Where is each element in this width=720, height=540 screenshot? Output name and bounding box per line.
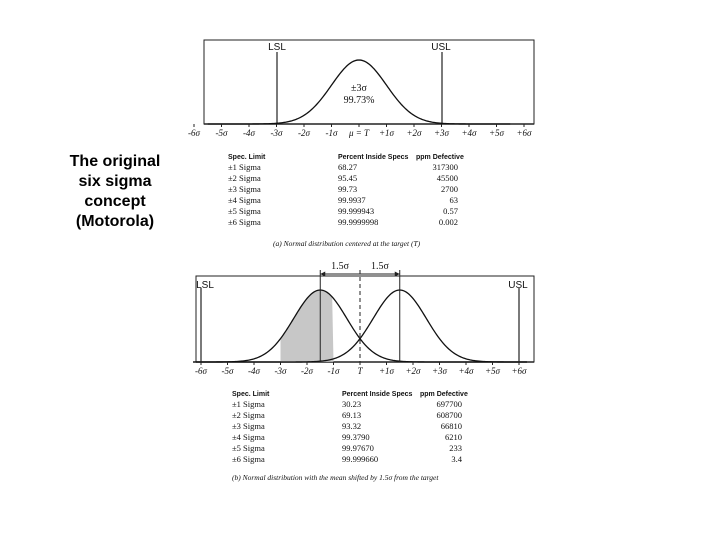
- axis-tick-label: +3σ: [431, 366, 448, 376]
- figure-a-center-percent: 99.73%: [343, 95, 375, 106]
- table-cell: 45500: [436, 173, 458, 183]
- table-cell: 68.27: [338, 162, 358, 172]
- table-cell: 99.999660: [342, 454, 379, 464]
- axis-tick-label: -3σ: [274, 366, 287, 376]
- figure-a-table: [228, 154, 464, 227]
- axis-tick-label: -1σ: [325, 128, 338, 138]
- figure-a-center-label: ±3σ: [351, 83, 367, 94]
- axis-tick-label: +4σ: [458, 366, 474, 376]
- axis-tick-label: -6σ: [195, 366, 207, 376]
- axis-tick-label: +5σ: [484, 366, 501, 376]
- table-cell: 0.002: [438, 217, 458, 227]
- axis-tick-label: +3σ: [433, 128, 450, 138]
- table-cell: 99.97670: [342, 443, 374, 453]
- axis-tick-label: +5σ: [488, 128, 505, 138]
- table-header: Spec. Limit: [232, 391, 270, 398]
- table-cell: 95.45: [338, 173, 358, 183]
- table-cell: 0.57: [443, 206, 458, 216]
- table-header: Percent Inside Specs: [342, 391, 413, 398]
- table-cell: 6210: [445, 432, 462, 442]
- figure-a-usl-label: USL: [431, 42, 451, 53]
- figure-b-usl-label: USL: [508, 280, 528, 291]
- table-cell: ±5 Sigma: [228, 206, 261, 216]
- axis-tick-label: +1σ: [378, 366, 395, 376]
- table-cell: ±2 Sigma: [228, 173, 261, 183]
- table-header: Spec. Limit: [228, 154, 266, 161]
- table-cell: 697700: [436, 399, 462, 409]
- table-header: Percent Inside Specs: [338, 154, 409, 161]
- table-cell: ±5 Sigma: [232, 443, 265, 453]
- figure-a-caption: (a) Normal distribution centered at the target (T): [273, 239, 421, 248]
- axis-tick-label: -2σ: [298, 128, 310, 138]
- axis-tick-label: +6σ: [516, 128, 532, 138]
- table-cell: 608700: [436, 410, 462, 420]
- table-cell: 99.9999998: [338, 217, 379, 227]
- axis-tick-label: -2σ: [301, 366, 313, 376]
- figure-a-frame: [204, 40, 534, 124]
- axis-tick-label: T: [357, 366, 363, 376]
- table-cell: 66810: [440, 421, 462, 431]
- table-cell: 30.23: [342, 399, 362, 409]
- figure-b-shift-right-label: 1.5σ: [370, 261, 389, 272]
- axis-tick-label: -6σ: [188, 128, 200, 138]
- table-cell: 317300: [432, 162, 458, 172]
- table-cell: ±1 Sigma: [228, 162, 261, 172]
- axis-tick-label: -5σ: [215, 128, 228, 138]
- axis-tick-label: +2σ: [405, 366, 421, 376]
- axis-tick-label: -4σ: [243, 128, 255, 138]
- axis-tick-label: +4σ: [461, 128, 477, 138]
- axis-tick-label: +6σ: [511, 366, 527, 376]
- axis-tick-label: -1σ: [327, 366, 340, 376]
- table-header: ppm Defective: [416, 154, 464, 161]
- table-cell: ±4 Sigma: [232, 432, 265, 442]
- figure-a-lsl-label: LSL: [268, 42, 286, 53]
- table-cell: 69.13: [342, 410, 362, 420]
- table-cell: ±3 Sigma: [232, 421, 265, 431]
- figure-a-axis-ticks: [188, 124, 532, 138]
- table-cell: 3.4: [451, 454, 462, 464]
- table-cell: 99.9937: [338, 195, 366, 205]
- table-cell: ±6 Sigma: [232, 454, 265, 464]
- table-cell: ±2 Sigma: [232, 410, 265, 420]
- figure-b-caption: (b) Normal distribution with the mean shifted by 1.5σ from the target: [232, 473, 439, 482]
- table-cell: 93.32: [342, 421, 362, 431]
- table-cell: ±3 Sigma: [228, 184, 261, 194]
- table-cell: 99.73: [338, 184, 358, 194]
- table-cell: 99.999943: [338, 206, 375, 216]
- axis-tick-label: -3σ: [270, 128, 283, 138]
- side-title-line: The original: [69, 153, 161, 170]
- table-cell: 2700: [441, 184, 458, 194]
- figure-b-shift-left-label: 1.5σ: [331, 261, 350, 272]
- figure-b-lsl-label: LSL: [196, 280, 214, 291]
- figure-a: [188, 40, 534, 248]
- figure-b-table: [232, 391, 468, 464]
- table-cell: ±6 Sigma: [228, 217, 261, 227]
- axis-tick-label: +1σ: [378, 128, 395, 138]
- table-cell: ±1 Sigma: [232, 399, 265, 409]
- table-header: ppm Defective: [420, 391, 468, 398]
- table-cell: ±4 Sigma: [228, 195, 261, 205]
- axis-tick-label: +2σ: [406, 128, 422, 138]
- axis-tick-label: μ = T: [348, 128, 370, 138]
- figure-b-frame: [196, 276, 534, 362]
- table-cell: 99.3790: [342, 432, 370, 442]
- axis-tick-label: -5σ: [221, 366, 234, 376]
- axis-tick-label: -4σ: [248, 366, 260, 376]
- side-title-line: (Motorola): [75, 213, 155, 230]
- figure-b-axis-ticks: [195, 362, 527, 376]
- table-cell: 63: [449, 195, 458, 205]
- side-title-line: six sigma: [78, 173, 152, 190]
- table-cell: 233: [449, 443, 462, 453]
- side-title-line: concept: [84, 193, 146, 210]
- figure-b: [193, 261, 534, 482]
